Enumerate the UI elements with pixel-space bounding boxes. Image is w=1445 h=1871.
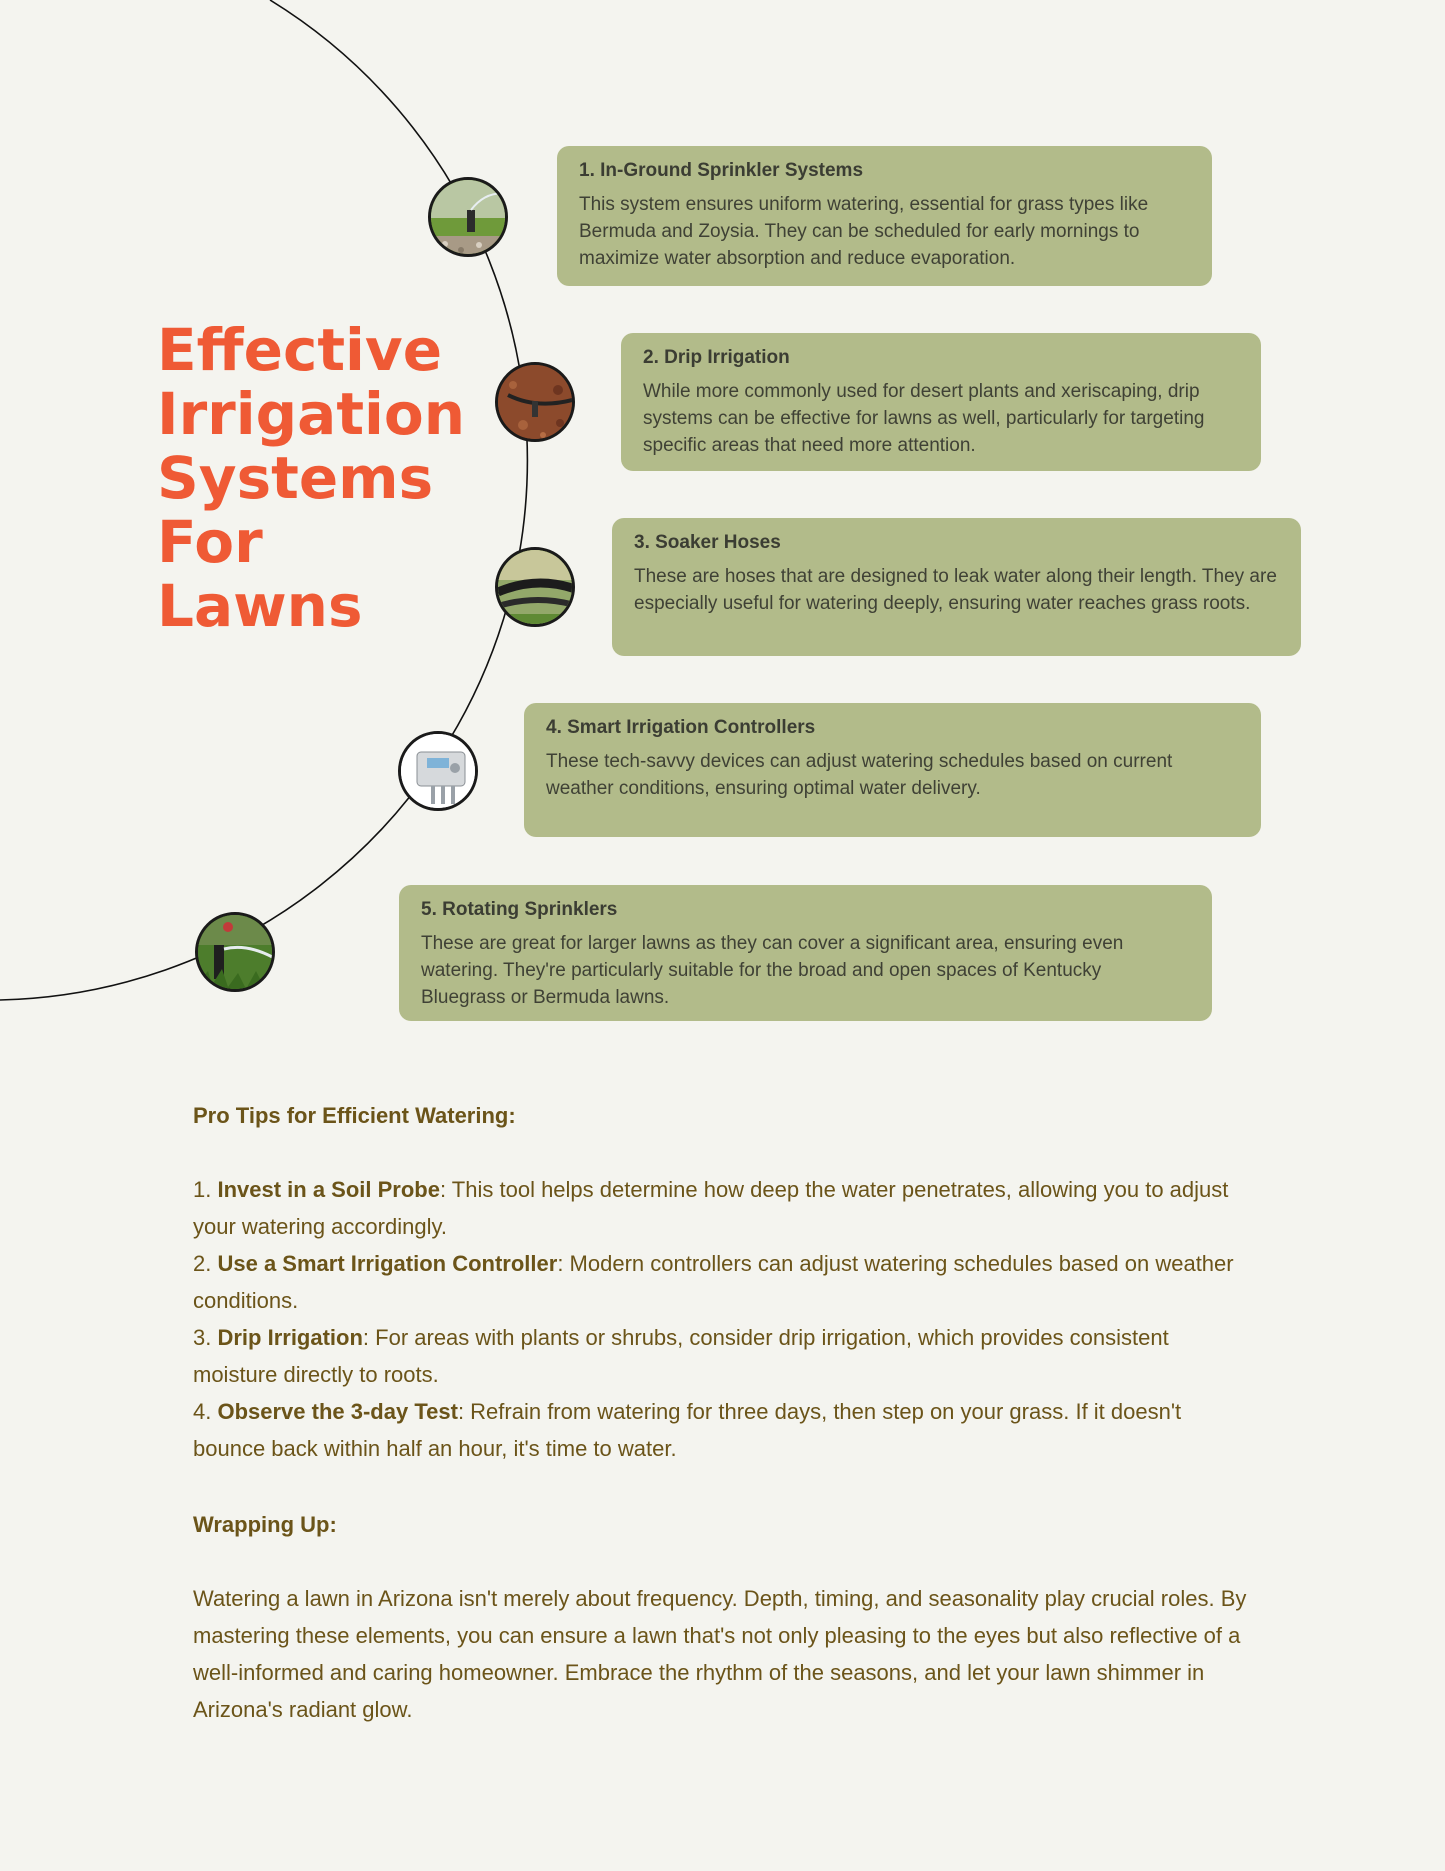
- tip-description: : This tool helps determine how deep the water penetrates, allowing you to adjust your watering accordingly.: [193, 1177, 1229, 1239]
- drip-emitter-photo-icon: [495, 362, 575, 442]
- card-heading: 5. Rotating Sprinklers: [421, 899, 618, 920]
- tip-term: Invest in a Soil Probe: [217, 1177, 440, 1202]
- tip-term: Drip Irrigation: [217, 1325, 363, 1350]
- card-heading: 1. In-Ground Sprinkler Systems: [579, 160, 864, 181]
- tip-item: [193, 1245, 1258, 1319]
- tip-number: 1.: [193, 1177, 218, 1202]
- system-card-4: [524, 703, 1261, 837]
- pro-tips-section: [193, 1097, 1258, 1467]
- card-text: These are great for larger lawns as they can cover a significant area, ensuring even watering. They're particularly suitable for the broad and open spaces of Kentucky Bluegrass or Bermuda lawns.: [421, 933, 1124, 1008]
- tip-item: [193, 1393, 1258, 1467]
- smart-controller-photo-icon: [398, 731, 478, 811]
- wrap-up-section: [193, 1506, 1258, 1728]
- rotating-sprinkler-photo-icon: [195, 912, 275, 992]
- pro-tips-heading: Pro Tips for Efficient Watering:: [193, 1103, 516, 1128]
- tip-term: Observe the 3-day Test: [217, 1399, 458, 1424]
- card-text: While more commonly used for desert plants and xeriscaping, drip systems can be effective for lawns as well, particularly for targeting specific areas that need more attention.: [643, 381, 1205, 456]
- tip-number: 4.: [193, 1399, 218, 1424]
- wrap-up-text: Watering a lawn in Arizona isn't merely about frequency. Depth, timing, and seasonality play crucial roles. By mastering these elements, you can ensure a lawn that's not only pleasing to the eyes but also reflective of a well-informed and caring homeowner. Embrace the rhythm of the seasons, and let your lawn shimmer in Arizona's radiant glow.: [193, 1586, 1247, 1722]
- system-card-1: [557, 146, 1212, 286]
- card-text: This system ensures uniform watering, essential for grass types like Bermuda and Zoysia. They can be scheduled for early mornings to maximize water absorption and reduce evaporation.: [579, 194, 1149, 269]
- system-card-3: [612, 518, 1301, 656]
- title-line: Effective: [157, 316, 443, 384]
- card-heading: 2. Drip Irrigation: [643, 347, 790, 368]
- tip-item: [193, 1171, 1258, 1245]
- title-line: For: [157, 508, 263, 576]
- tip-description: : For areas with plants or shrubs, consider drip irrigation, which provides consistent moisture directly to roots.: [193, 1325, 1169, 1387]
- page-title: [157, 318, 477, 638]
- card-heading: 3. Soaker Hoses: [634, 532, 781, 553]
- title-line: Systems: [157, 444, 434, 512]
- card-text: These are hoses that are designed to leak water along their length. They are especially useful for watering deeply, ensuring water reaches grass roots.: [634, 566, 1277, 614]
- tip-item: [193, 1319, 1258, 1393]
- tip-description: : Refrain from watering for three days, then step on your grass. If it doesn't bounce back within half an hour, it's time to water.: [193, 1399, 1182, 1461]
- card-text: These tech-savvy devices can adjust watering schedules based on current weather conditions, ensuring optimal water delivery.: [546, 751, 1173, 799]
- title-line: Irrigation: [157, 380, 466, 448]
- system-card-2: [621, 333, 1261, 471]
- tip-term: Use a Smart Irrigation Controller: [217, 1251, 558, 1276]
- sprinkler-photo-icon: [428, 177, 508, 257]
- tip-number: 3.: [193, 1325, 218, 1350]
- tip-number: 2.: [193, 1251, 218, 1276]
- soaker-hose-photo-icon: [495, 547, 575, 627]
- wrap-up-heading: Wrapping Up:: [193, 1512, 337, 1537]
- card-heading: 4. Smart Irrigation Controllers: [546, 717, 816, 738]
- system-card-5: [399, 885, 1212, 1021]
- title-line: Lawns: [157, 572, 363, 640]
- tip-description: : Modern controllers can adjust watering schedules based on weather conditions.: [193, 1251, 1234, 1313]
